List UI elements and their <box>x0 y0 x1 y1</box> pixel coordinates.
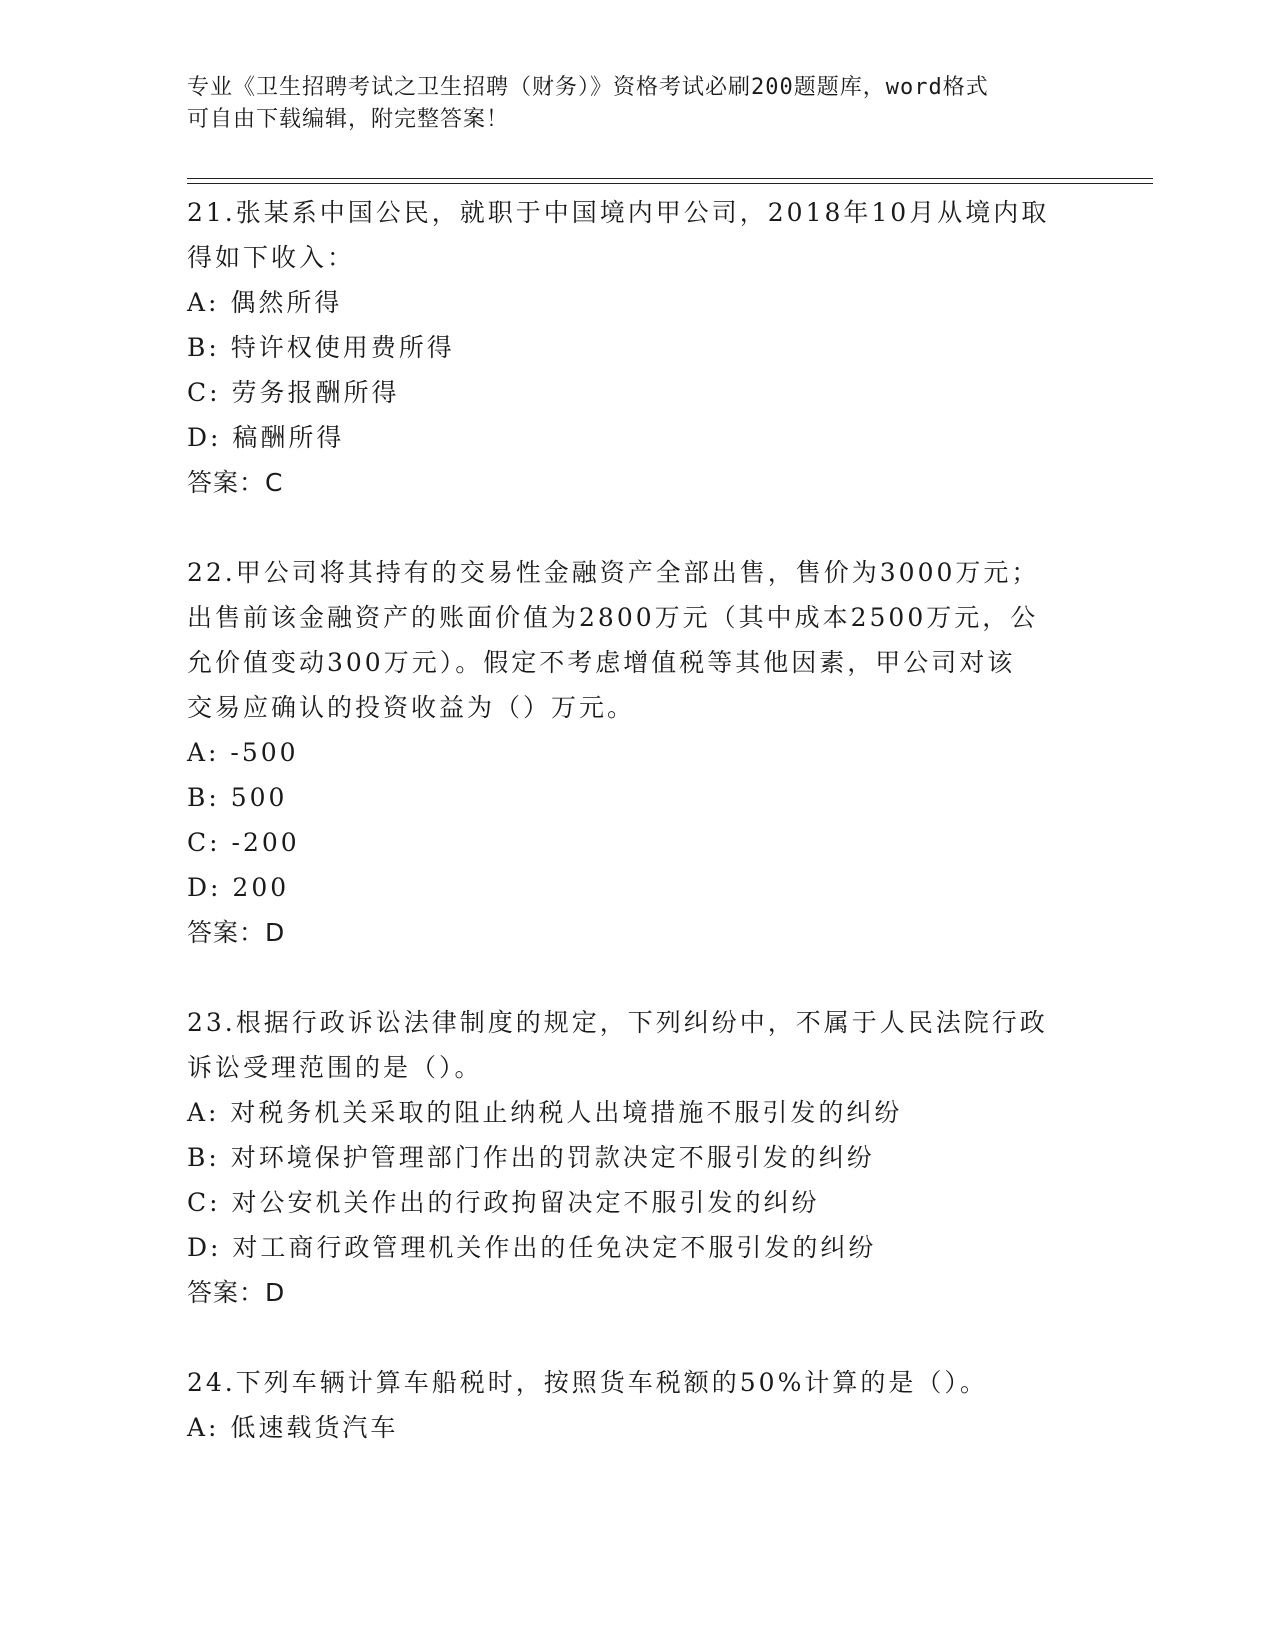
question-stem-line: 交易应确认的投资收益为（）万元。 <box>187 693 636 722</box>
question-stem-line: 23.根据行政诉讼法律制度的规定，下列纠纷中，不属于人民法院行政 <box>187 1008 1048 1037</box>
question-24 <box>187 1360 1087 1450</box>
answer-text: 答案：C <box>187 468 284 497</box>
option-a: A: 偶然所得 <box>187 288 343 317</box>
question-stem-line: 出售前该金融资产的账面价值为2800万元（其中成本2500万元，公 <box>187 603 1039 632</box>
option-c: C: 对公安机关作出的行政拘留决定不服引发的纠纷 <box>187 1188 820 1217</box>
option-b: B: 500 <box>187 783 288 812</box>
question-23 <box>187 1000 1087 1315</box>
question-stem-line: 允价值变动300万元）。假定不考虑增值税等其他因素，甲公司对该 <box>187 648 1016 677</box>
question-stem-line: 21.张某系中国公民，就职于中国境内甲公司，2018年10月从境内取 <box>187 198 1050 227</box>
option-c: C: 劳务报酬所得 <box>187 378 400 407</box>
option-b: B: 对环境保护管理部门作出的罚款决定不服引发的纠纷 <box>187 1143 875 1172</box>
option-a: A: 对税务机关采取的阻止纳税人出境措施不服引发的纠纷 <box>187 1098 903 1127</box>
question-21 <box>187 190 1087 505</box>
header-line-1: 专业《卫生招聘考试之卫生招聘（财务）》资格考试必刷200题题库，word格式 <box>187 75 989 100</box>
question-stem-line: 得如下收入： <box>187 243 356 272</box>
option-d: D: 对工商行政管理机关作出的任免决定不服引发的纠纷 <box>187 1233 877 1262</box>
header-line-2: 可自由下载编辑，附完整答案！ <box>187 107 510 132</box>
option-a: A: -500 <box>187 738 299 767</box>
header-divider-top <box>187 178 1153 179</box>
question-22 <box>187 550 1087 955</box>
option-d: D: 200 <box>187 873 290 902</box>
question-stem-line: 诉讼受理范围的是（）。 <box>187 1053 483 1082</box>
option-d: D: 稿酬所得 <box>187 423 345 452</box>
question-stem-line: 22.甲公司将其持有的交易性金融资产全部出售，售价为3000万元； <box>187 558 1040 587</box>
question-list <box>187 190 1087 1495</box>
question-stem-line: 24.下列车辆计算车船税时，按照货车税额的50%计算的是（）。 <box>187 1368 988 1397</box>
option-b: B: 特许权使用费所得 <box>187 333 455 362</box>
document-header <box>187 72 1087 136</box>
answer-text: 答案：D <box>187 1278 286 1307</box>
option-c: C: -200 <box>187 828 300 857</box>
header-divider-bottom <box>187 183 1153 184</box>
answer-text: 答案：D <box>187 918 286 947</box>
option-a: A: 低速载货汽车 <box>187 1413 399 1442</box>
